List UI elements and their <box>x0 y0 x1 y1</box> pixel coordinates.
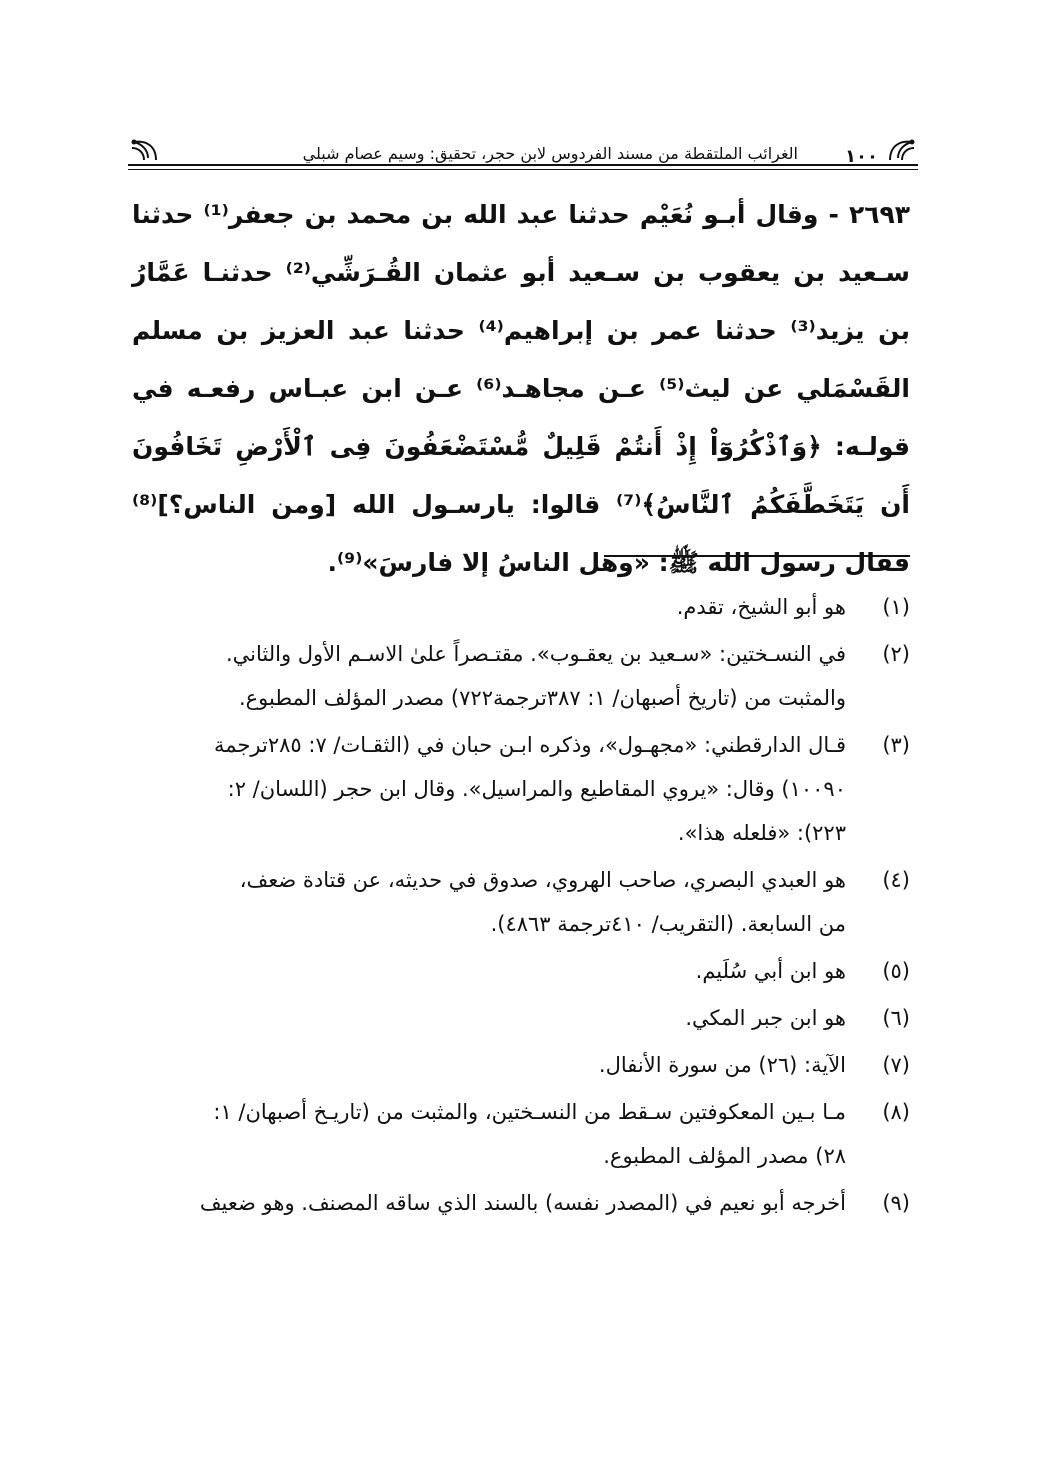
footnote-line: قـال الدارقطني: «مجهـول»، وذكره ابـن حبان في (الثقـات/ ٧: ٢٨٥ترجمة <box>214 733 846 757</box>
footnote <box>132 632 910 720</box>
footnote-line: ١٠٠٩٠) وقال: «يروي المقاطيع والمراسيل». وقال ابن حجر (اللسان/ ٢: <box>227 777 846 801</box>
footnote-line: هو أبو الشيخ، تقدم. <box>676 595 846 619</box>
footnote-text <box>132 1043 846 1087</box>
footnote-text <box>132 632 846 720</box>
footnote-line: هو ابن أبي سُلَيم. <box>695 959 846 983</box>
footnote-text <box>132 1090 846 1178</box>
hadith-text <box>132 186 910 592</box>
footnote <box>132 949 910 993</box>
running-header <box>128 128 918 176</box>
footnote-number: (٥) <box>882 959 910 983</box>
footnote-number: (١) <box>882 595 910 619</box>
footnote-text <box>132 996 846 1040</box>
footnote <box>132 723 910 855</box>
header-ornament-left-icon <box>128 136 160 164</box>
footnote <box>132 1043 910 1087</box>
footnote-text <box>132 949 846 993</box>
footnote <box>132 1090 910 1178</box>
footnote-line: ٢٢٣): «فلعله هذا». <box>677 821 846 845</box>
running-title: الغرائب الملتقطة من مسند الفردوس لابن حجر، تحقيق: وسيم عصام شبلي <box>302 144 798 163</box>
footnote-number: (٧) <box>882 1053 910 1077</box>
hadith-paragraph: ٢٦٩٣ - وقال أبـو نُعَيْم حدثنا عبد الله بن محمد بن جعفر⁽¹⁾ حدثنا سـعيد بن يعقوب بن سـعيد أبو عثمان القُـرَشِّي⁽²⁾ حدثنـا عَمَّارُ بن يزيد⁽³⁾ حدثنا عمر بن إبراهيم⁽⁴⁾ حدثنا عبد العزيز بن مسلم القَسْمَلي عن ليث⁽⁵⁾ عـن مجاهـد⁽⁶⁾ عـن ابن عبـاس رفعـه في قولـه: ﴿وَٱذْكُرُوٓاْ إِذْ أَنتُمْ قَلِيلٌ مُّسْتَضْعَفُونَ فِى ٱلْأَرْضِ تَخَافُونَ أَن يَتَخَطَّفَكُمُ ٱلنَّاسُ﴾⁽⁷⁾ قالوا: يارسـول الله [ومن الناس؟]⁽⁸⁾ فقال رسول الله ﷺ: «وهل الناسُ إلا فارسَ»⁽⁹⁾. <box>132 200 911 577</box>
footnote <box>132 996 910 1040</box>
footnote-line: من السابعة. (التقريب/ ٤١٠ترجمة ٤٨٦٣). <box>490 912 846 936</box>
footnote-line: هو ابن جبر المكي. <box>685 1006 846 1030</box>
footnote-number: (٩) <box>882 1191 910 1215</box>
header-ornament-right-icon <box>886 136 918 164</box>
footnote-line: أخرجه أبو نعيم في (المصدر نفسه) بالسند الذي ساقه المصنف. وهو ضعيف <box>199 1191 846 1215</box>
footnote <box>132 858 910 946</box>
footnote-number: (٦) <box>882 1006 910 1030</box>
footnote-line: هو العبدي البصري، صاحب الهروي، صدوق في حديثه، عن قتادة ضعف، <box>239 868 846 892</box>
footnote-text <box>132 723 846 855</box>
footnote-text <box>132 1181 846 1225</box>
footnote-line: في النسـختين: «سـعيد بن يعقـوب». مقتـصراً علىٰ الاسـم الأول والثاني. <box>225 642 846 666</box>
footnote-number: (٣) <box>882 733 910 757</box>
footnote-number: (٨) <box>882 1100 910 1124</box>
footnote-line: ٢٨) مصدر المؤلف المطبوع. <box>603 1144 846 1168</box>
footnote-separator <box>604 555 910 557</box>
footnote-line: والمثبت من (تاريخ أصبهان/ ١: ٣٨٧ترجمة٧٢٢) مصدر المؤلف المطبوع. <box>238 686 846 710</box>
footnote-text <box>132 585 846 629</box>
page-number: ١٠٠ <box>845 146 878 167</box>
footnote <box>132 1181 910 1225</box>
header-rule <box>128 164 918 166</box>
footnote <box>132 585 910 629</box>
footnote-text <box>132 858 846 946</box>
footnote-line: مـا بـين المعكوفتين سـقط من النسـختين، والمثبت من (تاريـخ أصبهان/ ١: <box>213 1100 846 1124</box>
footnote-number: (٤) <box>882 868 910 892</box>
header-rule-thin <box>128 169 918 170</box>
footnote-number: (٢) <box>882 642 910 666</box>
footnote-line: الآية: (٢٦) من سورة الأنفال. <box>598 1053 846 1077</box>
footnotes <box>132 585 910 1228</box>
